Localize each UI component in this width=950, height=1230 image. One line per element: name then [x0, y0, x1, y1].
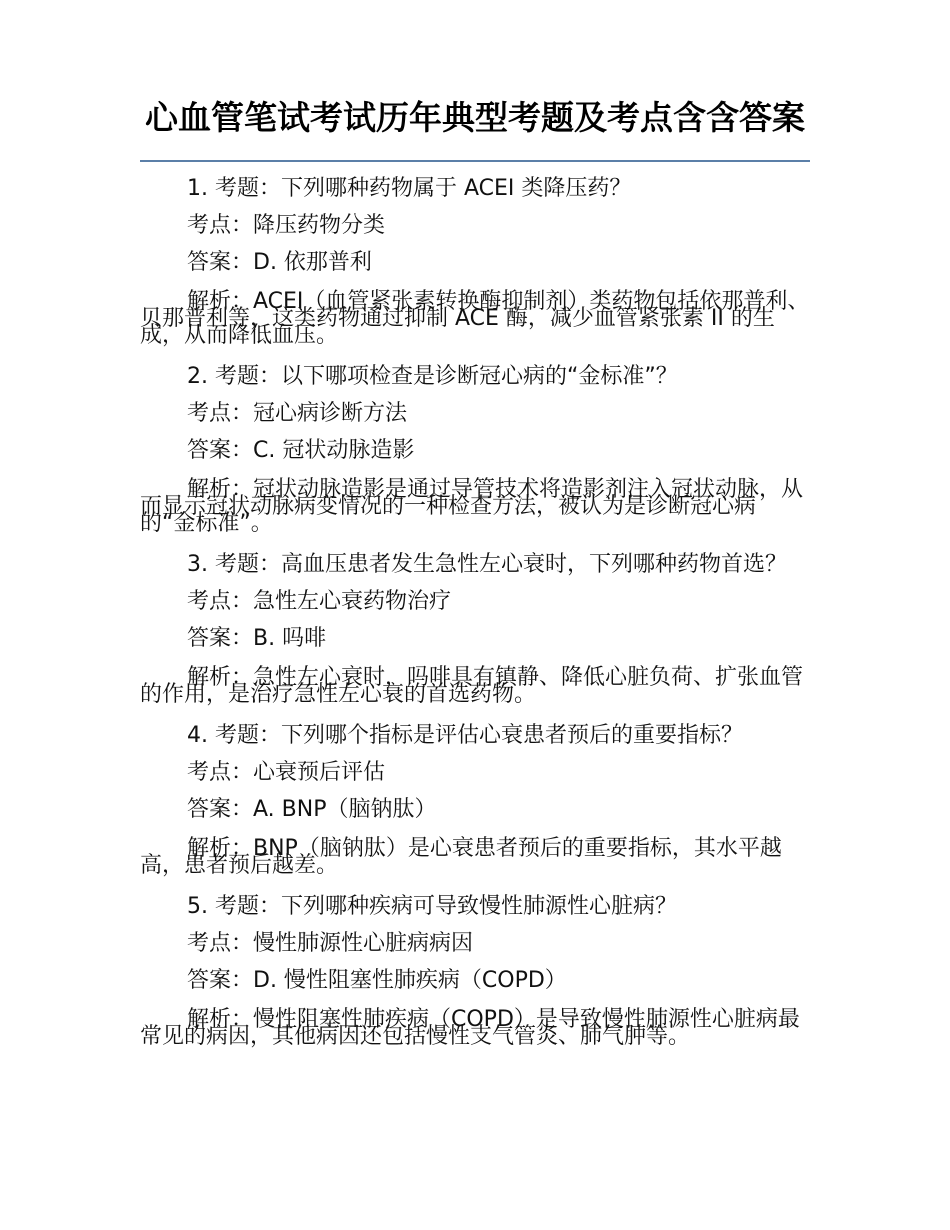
analysis: 解析：急性左心衰时，吗啡具有镇静、降低心脏负荷、扩张血管的作用，是治疗急性左心衰的首选药物。: [140, 665, 804, 707]
question-text: 5. 考题：下列哪种疾病可导致慢性肺源性心脏病？: [187, 894, 677, 919]
question-item: [140, 552, 810, 707]
page-title: 心血管笔试考试历年典型考题及考点含含答案: [145, 98, 805, 137]
answer: 答案：A. BNP（脑钠肽）: [187, 797, 437, 822]
answer: 答案：D. 慢性阻塞性肺疾病（COPD）: [187, 968, 567, 993]
question-text: 3. 考题：高血压患者发生急性左心衰时，下列哪种药物首选？: [187, 552, 787, 577]
question-item: [140, 723, 810, 878]
question-list: [140, 176, 810, 1065]
title-divider: [140, 160, 810, 162]
answer: 答案：D. 依那普利: [187, 250, 372, 275]
answer: 答案：B. 吗啡: [187, 626, 327, 651]
analysis: 解析：BNP（脑钠肽）是心衰患者预后的重要指标，其水平越高，患者预后越差。: [140, 836, 782, 878]
question-text: 2. 考题：以下哪项检查是诊断冠心病的“金标准”？: [187, 364, 678, 389]
key-point: 考点：心衰预后评估: [187, 760, 386, 785]
key-point: 考点：急性左心衰药物治疗: [187, 589, 452, 614]
answer: 答案：C. 冠状动脉造影: [187, 438, 415, 463]
question-text: 1. 考题：下列哪种药物属于 ACEI 类降压药？: [187, 176, 632, 201]
question-item: [140, 176, 810, 348]
key-point: 考点：慢性肺源性心脏病病因: [187, 931, 474, 956]
analysis: 解析：慢性阻塞性肺疾病（COPD）是导致慢性肺源性心脏病最常见的病因，其他病因还包括慢性支气管炎、肺气肿等。: [140, 1007, 800, 1049]
key-point: 考点：降压药物分类: [187, 213, 386, 238]
key-point: 考点：冠心病诊断方法: [187, 401, 408, 426]
analysis: 解析：冠状动脉造影是通过导管技术将造影剂注入冠状动脉，从而显示冠状动脉病变情况的一种检查方法，被认为是诊断冠心病的“金标准”。: [140, 477, 804, 536]
question-text: 4. 考题：下列哪个指标是评估心衰患者预后的重要指标？: [187, 723, 743, 748]
question-item: [140, 364, 810, 536]
question-item: [140, 894, 810, 1049]
analysis: 解析：ACEI（血管紧张素转换酶抑制剂）类药物包括依那普利、贝那普利等，这类药物通过抑制 ACE 酶，减少血管紧张素 II 的生成，从而降低血压。: [140, 289, 810, 348]
